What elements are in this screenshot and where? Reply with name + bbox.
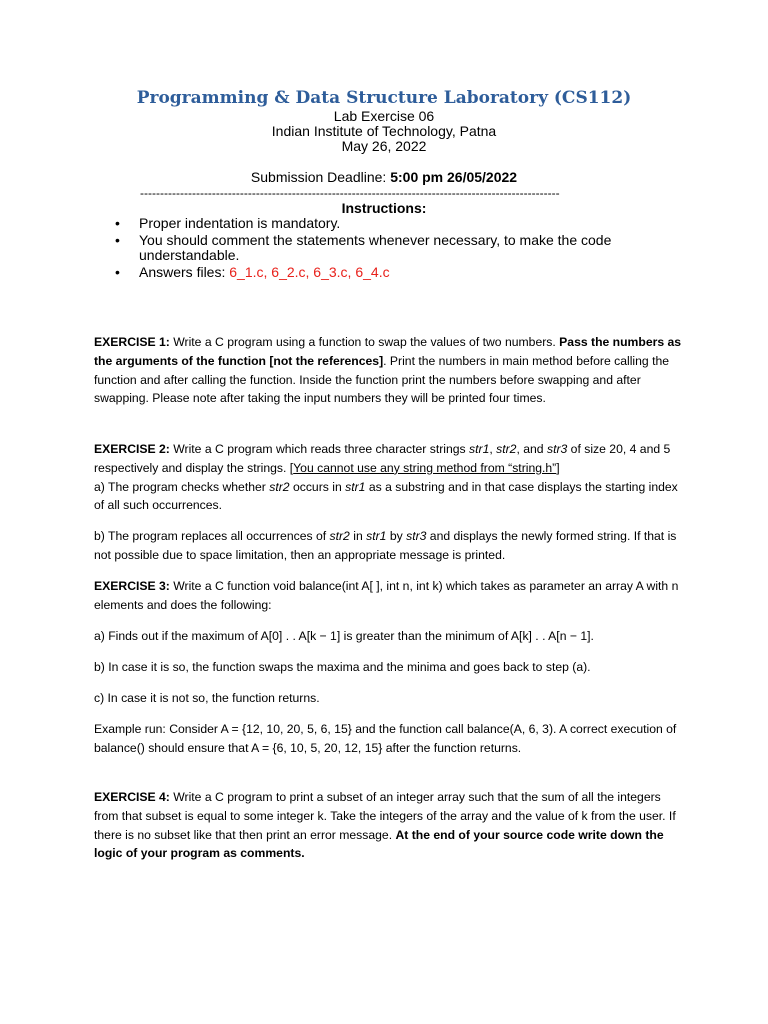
exercise-4-label: EXERCISE 4: [94, 790, 170, 804]
exercise-3-text: Write a C function void balance(int A[ ], int n, int k) which takes as parameter an array A with n elements and does the following: [94, 579, 679, 612]
var-str1: str1 [469, 442, 490, 456]
exercise-2a-text: a) The program checks whether [94, 479, 270, 494]
var-str3: str3 [546, 442, 568, 456]
exercise-2-sep: , and [516, 442, 547, 456]
exercise-3c: c) In case it is not so, the function returns. [94, 691, 320, 705]
exercise-2b-text: and displays the newly formed string. If that is not possible due to space limitation, then an appropriate message is printed. [94, 529, 677, 562]
deadline-label: Submission Deadline: [250, 169, 391, 185]
exercise-3-label: EXERCISE 3: [94, 579, 170, 593]
document-title: Programming & Data Structure Laboratory (CS112) [136, 88, 632, 108]
answer-files: 6_1.c, 6_2.c, 6_3.c, 6_4.c [229, 263, 390, 280]
instruction-item [113, 233, 673, 264]
institute-line: Indian Institute of Technology, Patna [271, 123, 497, 139]
instruction-item [113, 216, 673, 232]
var-str2: str2 [329, 529, 350, 543]
lab-exercise-line: Lab Exercise 06 [333, 108, 435, 124]
exercise-1-emphasis: Pass the numbers as the arguments of the function [not the references] [94, 335, 682, 368]
exercise-2b [94, 527, 684, 565]
exercise-1-text: Write a C program using a function to swap the values of two numbers. [169, 335, 560, 349]
instructions-list [113, 216, 673, 281]
instructions-heading: Instructions: [341, 200, 427, 216]
instruction-item [113, 265, 673, 281]
var-str1: str1 [366, 529, 387, 543]
deadline-line [0, 169, 768, 185]
var-str3: str3 [406, 529, 427, 543]
instruction-text: Proper indentation is mandatory. [139, 215, 341, 231]
exercise-3 [94, 577, 684, 615]
exercise-2-text: Write a C program which reads three character strings [169, 442, 470, 456]
exercise-1 [94, 333, 684, 408]
exercise-2 [94, 440, 684, 515]
exercise-2b-text: b) The program replaces all occurrences of [94, 529, 330, 543]
exercise-4-emphasis: At the end of your source code write down the logic of your program as comments. [94, 827, 664, 861]
exercise-2-bracket: ] [556, 460, 560, 475]
exercise-2a-text: occurs in [289, 479, 346, 494]
date-line: May 26, 2022 [341, 138, 427, 154]
exercise-4 [94, 788, 684, 863]
exercise-1-text-cont: . Print the numbers in main method before calling the function and after calling the function. Inside the function print the numbers before swapping and after swapping. Please note after taking the input numbers they will be printed four times. [94, 353, 670, 406]
exercise-2-text-cont: of size 20, 4 and 5 respectively and display the strings. [ [94, 442, 671, 475]
exercise-2b-text: by [386, 529, 407, 543]
var-str1: str1 [345, 479, 366, 494]
instruction-text: You should comment the statements whenever necessary, to make the code understandable. [139, 231, 612, 263]
answers-label: Answers files: [139, 263, 230, 280]
deadline-value: 5:00 pm 26/05/2022 [390, 169, 518, 185]
var-str2: str2 [269, 479, 290, 494]
exercise-2a-text: as a substring and in that case displays the starting index of all such occurrences. [94, 479, 678, 513]
exercise-2b-text: in [349, 529, 367, 543]
exercise-2-label: EXERCISE 2: [94, 442, 170, 456]
var-str2: str2 [496, 442, 517, 456]
exercise-2-restriction: You cannot use any string method from “string.h” [293, 460, 557, 475]
exercise-3a: a) Finds out if the maximum of A[0] . . A[k − 1] is greater than the minimum of A[k] . . A[n − 1]. [94, 629, 594, 643]
exercise-1-label: EXERCISE 1: [94, 335, 170, 349]
separator-line: --------------------------------------------------------------------------------------------------------- [140, 188, 560, 198]
exercise-4-text: Write a C program to print a subset of an integer array such that the sum of all the integers from that subset is equal to some integer k. Take the integers of the array and the value of k from the user. If there is no subset like that then print an error message. [94, 790, 676, 842]
exercise-3b: b) In case it is so, the function swaps the maxima and the minima and goes back to step (a). [94, 660, 591, 674]
exercise-3-example: Example run: Consider A = {12, 10, 20, 5, 6, 15} and the function call balance(A, 6, 3). A correct execution of balance() should ensure that A = {6, 10, 5, 20, 12, 15} after the function returns. [94, 722, 677, 755]
exercise-2-sep: , [489, 442, 497, 456]
